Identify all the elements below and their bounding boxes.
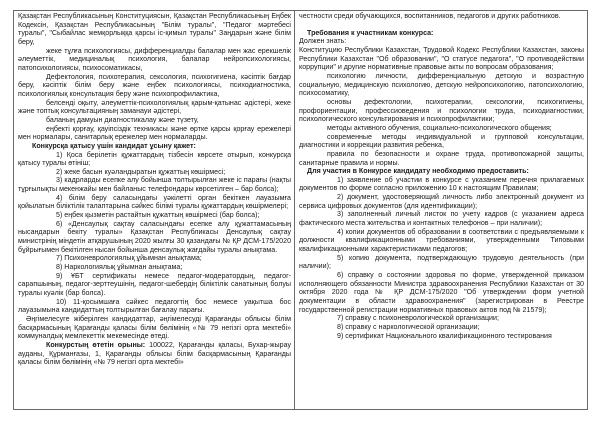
location-text: 100022, Қарағанды қаласы, Бухар-жырау ауданы, Құрманғазы, 1, Қарағанды облысы білім басқармасының Қарағанды қаласы білім бөлімінің «№ 79 негізгі орта мектебі»	[18, 340, 292, 367]
paragraph-laws-kz: Қазақстан Республикасының Конституциясын, Қазақстан Республикасының Еңбек Кодексін, Қазақстан Республикасының "Білім туралы", "Педагог мәртебесі туралы", "Сыбайлас жемқорлыққа қарсы іс-қимыл туралы" Заңдарын және білім беру,	[18, 12, 292, 46]
list-item: 9) ҰБТ сертификаты немесе педагог-модератордың, педагог-сарапшының, педагог-зерттеушінің, педагог-шебердің біліктілік санатының болуы туралы куәлік (бар болса).	[18, 271, 292, 297]
list-item: 2) жеке басын куәландыратын құжаттың көшірмесі;	[56, 167, 226, 176]
heading-requirements-kz: Конкурсқа қатысу үшін кандидат ұсыну қажет:	[32, 141, 196, 150]
list-item: 4) копии документов об образовании в соответствии с предъявляемыми к должности квалификационными требованиями, утвержденными Типовыми квалификационными характеристиками педагогов;	[299, 227, 584, 254]
russian-column	[295, 11, 587, 409]
paragraph-honesty-ru: честности среди обучающихся, воспитанников, педагогов и других работников.	[299, 12, 561, 20]
list-item: 9) сертификат Национального квалификационного тестирования	[337, 331, 552, 340]
list-item: 3) заполненный личный листок по учету кадров (с указанием адреса фактического места жительства и контактных телефонов – при наличии);	[299, 210, 584, 228]
paragraph-safety-ru: правила по безопасности и охране труда, противопожарной защиты, санитарные правила и нормы.	[299, 149, 584, 167]
list-item: 5) еңбек қызметін растайтын құжаттың көшірмесі (бар болса);	[56, 211, 260, 220]
kazakh-column	[14, 11, 295, 409]
spacer	[299, 21, 584, 29]
paragraph-psychology-ru: психологию личности, дифференциальную детскую и возрастную социальную, медицинскую психологию, детскую нейропсихологию, патопсихологию, психосоматику,	[299, 71, 584, 98]
paragraph-interview-kz: Әңгімелесуге жіберілген кандидаттар, әңгімелесуді Қарағанды облысы білім басқармасының Қарағанды қаласы білім бөлімінің «№ 79 негізгі орта мектебі» коммуналдық мемлекеттік мекемесінде өтеді.	[18, 314, 292, 341]
heading-documents-ru: Для участия в Конкурсе кандидату необходимо предоставить:	[307, 167, 529, 176]
must-know-label: Должен знать:	[299, 37, 347, 46]
location-label: Конкурстың өтетін орыны:	[46, 340, 146, 349]
list-item: 1) Қоса берілетін құжаттардың тізбесін көрсете отырып, конкурсқа қатысу туралы өтініш;	[18, 150, 292, 168]
paragraph-modern-methods-ru: современные методы индивидуальной и групповой консультации, диагностики и коррекции развития ребенка,	[299, 132, 584, 150]
list-item: 6) справку о состоянии здоровья по форме, утвержденной приказом исполняющего обязанности Министра здравоохранения Республики Казахстан от 30 октября 2020 года № ҚР ДСМ-175/2020 "Об утверждении форм учетной документации в области здравоохранения" (зарегистрирован в Реестре государственной регистрации нормативных правовых актов под № 21579);	[299, 271, 584, 314]
list-item: 4) білім беру саласындағы уәкілетті орган бекіткен лауазымға қойылатын біліктілік талаптарына сәйкес білімі туралы құжаттардың көшірмелері;	[18, 193, 292, 211]
list-item: 8) справку с наркологической организации;	[337, 322, 480, 331]
paragraph-active-learning-ru: методы активного обучения, социально-психологического общения;	[327, 123, 552, 132]
list-item: 6) «Денсаулық сақтау саласындағы есепке алу құжаттамасының нысандарын бекіту туралы» Қазақстан Республикасы Денсаулық сақтау министрінің міндетін атқарушының 2020 жылғы 30 қазандағы № ҚР ДСМ-175/2020 бұйрығымен бекітілген нысан бойынша денсаулық жағдайы туралы анықтама.	[18, 219, 292, 254]
paragraph-psychology-kz: жеке тұлға психологиясы, дифференциалды балалар мен жас ерекшелік әлеуметтік, медициналық психология, балалар нейропсихологиясы, патопсихологиясы, психосоматикасы,	[18, 46, 292, 72]
list-item: 7) Психоневрологиялық ұйымнан анықтама;	[56, 254, 202, 263]
list-item: 2) документ, удостоверяющий личность либо электронный документ из сервиса цифровых документов (для идентификации);	[299, 193, 584, 210]
list-item: 10) 11-қосымшаға сәйкес педагогтің бос немесе уақытша бос лауазымына кандидаттың толтырылған бағалау парағы.	[18, 297, 292, 315]
heading-requirements-ru: Требования к участникам конкурса:	[307, 28, 434, 37]
document-table	[13, 10, 588, 410]
list-item: 8) Наркологиялық ұйымнан анықтама;	[56, 263, 183, 272]
paragraph-laws-ru: Конституцию Республики Казахстан, Трудовой Кодекс Республики Казахстан, законы Республики Казахстан "Об образовании", "О статусе педагога", "О противодействии коррупции" и другие нормативные правовые акты по вопросам образования;	[299, 45, 584, 72]
list-item: 7) справку с психоневрологической организации;	[337, 314, 499, 323]
paragraph-diagnostics-kz: баланың дамуын диагностикалау және түзету,	[46, 115, 199, 124]
paragraph-active-learning-kz: белсенді оқыту, әлеуметтік-психологиялық қарым-қатынас әдістері, жеке және топтық консультацияның заманауи әдістері,	[18, 98, 292, 116]
list-item: 1) заявление об участии в конкурсе с указанием перечня прилагаемых документов по форме согласно приложению 10 к настоящим Правилам;	[299, 175, 584, 193]
paragraph-safety-kz: еңбекті қорғау, қауіпсіздік техникасы және өртке қарсы қорғау ережелері мен нормалары, санитарлық ережелер мен нормаларды.	[18, 124, 292, 142]
paragraph-defectology-kz: Дефектология, психотерапия, сексология, психогигиена, кәсіптік бағдар беру, кәсіптік білім беру және еңбек психологиясы, психодиагностика, психологиялық консультация беру және психопрофилактика,	[18, 72, 292, 98]
list-item: 5) копию документа, подтверждающую трудовую деятельность (при наличии);	[299, 253, 584, 271]
paragraph-location-kz	[18, 341, 291, 367]
list-item: 3) кадрларды есепке алу бойынша толтырылған жеке іс парағы (нақты тұрғылықты мекенжайы мен байланыс телефондары көрсетілген – бар болса);	[18, 176, 292, 194]
paragraph-defectology-ru: основы дефектологии, психотерапии, сексологии, психогигиены, профориентации, профессиоведения и психологии труда, психодиагностики, психологического консультирования и психопрофилактики;	[299, 97, 584, 124]
